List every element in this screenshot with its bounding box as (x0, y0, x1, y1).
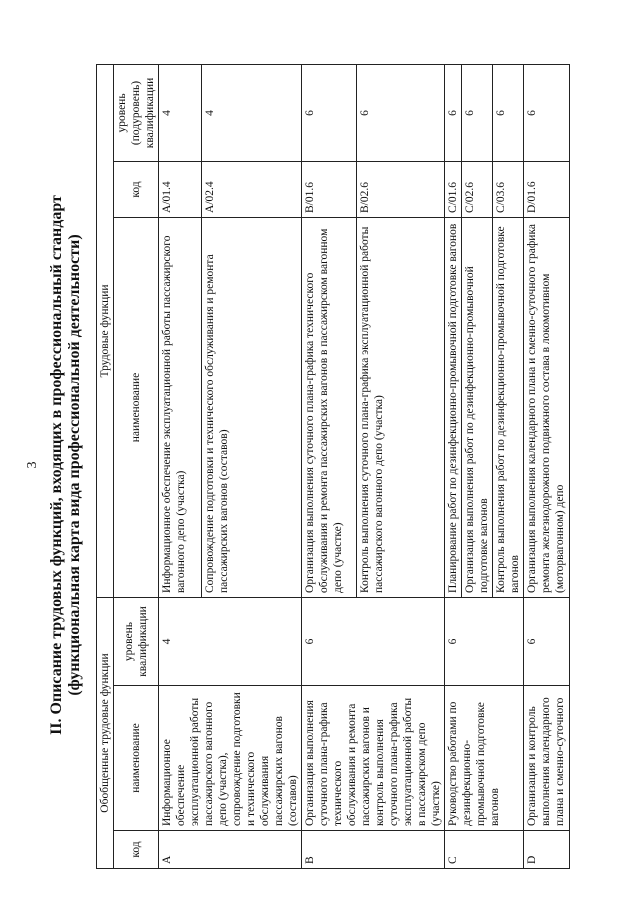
page-number: 3 (25, 461, 40, 469)
functional-map-table (96, 64, 570, 869)
function-sublevel: 6 (302, 64, 357, 161)
rotated-page (0, 25, 640, 905)
function-name: Контроль выполнения суточного плана-графика эксплуатационной работы пассажирского вагонного депо (участка) (357, 217, 445, 597)
header-tf-name: наименование (114, 217, 159, 597)
function-sublevel: 6 (462, 64, 493, 161)
function-name: Организация выполнения суточного плана-графика технического обслуживания и ремонта пассажирских вагонов в пассажирском вагонном депо (участке) (302, 217, 357, 597)
group-code: D (524, 831, 569, 869)
function-name: Планирование работ по дезинфекционно-промывочной подготовке вагонов (445, 217, 462, 597)
group-level: 6 (445, 597, 524, 685)
title-line-1: II. Описание трудовых функций, входящих в профессиональный стандарт (48, 195, 65, 735)
function-name: Сопровождение подготовки и технического обслуживания и ремонта пассажирских вагонов (составов) (202, 217, 302, 597)
function-name: Контроль выполнения работ по дезинфекционно-промывочной подготовке вагонов (493, 217, 524, 597)
header-level: уровень квалификации (114, 597, 159, 685)
group-code: A (159, 831, 302, 869)
group-level: 6 (302, 597, 445, 685)
table-row (302, 64, 357, 868)
function-code: D/01.6 (524, 161, 569, 217)
title-line-2: (функциональная карта вида профессиональной деятельности) (66, 234, 84, 696)
function-code: A/01.4 (159, 161, 202, 217)
function-sublevel: 4 (202, 64, 302, 161)
header-generalized: Обобщенные трудовые функции (97, 597, 114, 868)
header-labor: Трудовые функции (97, 64, 114, 597)
group-name: Руководство работами по дезинфекционно-промывочной подготовке вагонов (445, 686, 524, 831)
group-code: C (445, 831, 524, 869)
header-tf-code: код (114, 161, 159, 217)
function-sublevel: 6 (357, 64, 445, 161)
function-code: B/02.6 (357, 161, 445, 217)
function-name: Организация выполнения работ по дезинфекционно-промывочной подготовке вагонов (462, 217, 493, 597)
group-level: 4 (159, 597, 302, 685)
function-code: B/01.6 (302, 161, 357, 217)
function-code: A/02.4 (202, 161, 302, 217)
table-row (524, 64, 569, 868)
function-sublevel: 6 (445, 64, 462, 161)
table-row (159, 64, 202, 868)
group-level: 6 (524, 597, 569, 685)
table-row (445, 64, 462, 868)
group-name: Организация выполнения суточного плана-графика технического обслуживания и ремонта пассажирских вагонов и контроль выполнения суточного плана-графика эксплуатационной работы в пассажирском депо (участке) (302, 686, 445, 831)
function-code: C/01.6 (445, 161, 462, 217)
function-code: C/02.6 (462, 161, 493, 217)
function-sublevel: 6 (524, 64, 569, 161)
function-sublevel: 6 (493, 64, 524, 161)
group-name: Информационное обеспечение эксплуатационной работы пассажирского вагонного депо (участка), сопровождение подготовки и технического обслуживания пассажирских вагонов (составов) (159, 686, 302, 831)
function-code: C/03.6 (493, 161, 524, 217)
function-sublevel: 4 (159, 64, 202, 161)
header-name: наименование (114, 686, 159, 831)
group-code: B (302, 831, 445, 869)
group-name: Организация и контроль выполнения календарного плана и сменно-суточного (524, 686, 569, 831)
document-title (48, 25, 85, 905)
header-code: код (114, 831, 159, 869)
function-name: Организация выполнения календарного плана и сменно-суточного графика ремонта железнодорожного подвижного состава в локомотивном (моторвагонном) депо (524, 217, 569, 597)
function-name: Информационное обеспечение эксплуатационной работы пассажирского вагонного депо (участка) (159, 217, 202, 597)
header-sublevel: уровень (подуровень) квалификации (114, 64, 159, 161)
